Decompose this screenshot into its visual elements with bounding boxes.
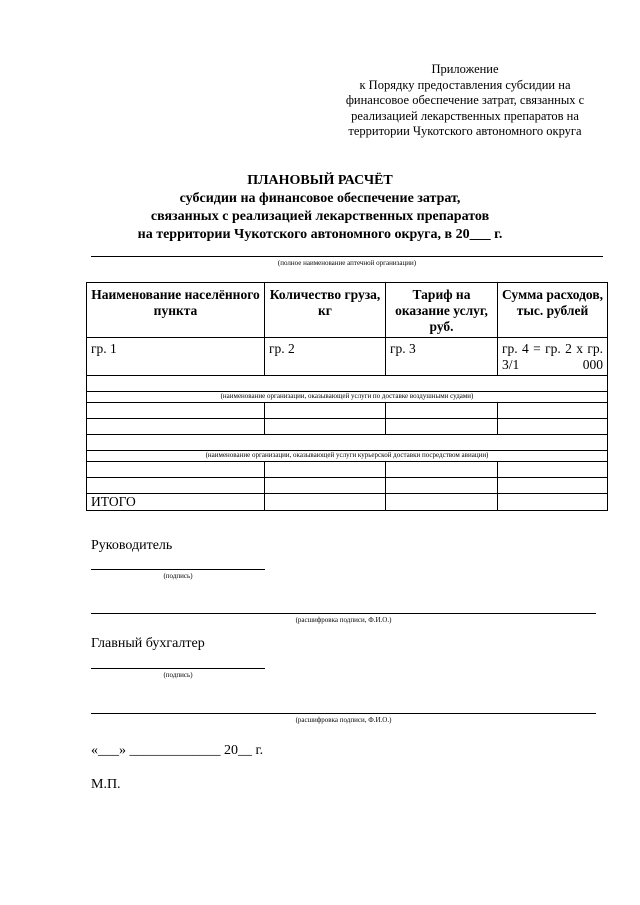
org-name-hint: (полное наименование аптечной организации) bbox=[277, 259, 417, 267]
table-row bbox=[87, 419, 608, 435]
table-row bbox=[87, 462, 608, 478]
total-label: ИТОГО bbox=[87, 494, 265, 511]
table-cell[interactable] bbox=[386, 478, 498, 494]
date-line: «___» _____________ 20__ г. bbox=[91, 743, 264, 758]
group-cell: гр. 2 bbox=[265, 338, 386, 376]
table-row bbox=[87, 478, 608, 494]
table-cell[interactable] bbox=[87, 435, 608, 451]
appendix-line: финансовое обеспечение затрат, связанных с bbox=[345, 93, 585, 107]
table-row bbox=[87, 403, 608, 419]
table-cell[interactable] bbox=[386, 462, 498, 478]
table-cell[interactable] bbox=[498, 419, 608, 435]
header-settlement: Наименование населённого пункта bbox=[87, 283, 265, 338]
group-cell: гр. 3 bbox=[386, 338, 498, 376]
table-cell[interactable] bbox=[498, 494, 608, 511]
org-name-line bbox=[91, 256, 603, 257]
group-cell: гр. 1 bbox=[87, 338, 265, 376]
table-row bbox=[87, 392, 608, 403]
table-cell[interactable] bbox=[265, 419, 386, 435]
appendix-note bbox=[330, 62, 600, 140]
group-number-row bbox=[87, 338, 608, 376]
table-cell[interactable] bbox=[87, 419, 265, 435]
title-line: на территории Чукотского автономного округа, в 20___ г. bbox=[137, 227, 503, 242]
header-cargo-qty: Количество груза, кг bbox=[265, 283, 386, 338]
courier-org-hint: (наименование организации, оказывающей услуги курьерской доставки посредством авиации) bbox=[87, 451, 608, 462]
accountant-label: Главный бухгалтер bbox=[91, 636, 205, 651]
table-cell[interactable] bbox=[265, 462, 386, 478]
table-cell[interactable] bbox=[265, 403, 386, 419]
head-signature-hint: (подпись) bbox=[163, 572, 193, 580]
head-signature-line[interactable] bbox=[91, 569, 265, 570]
accountant-signature-line[interactable] bbox=[91, 668, 265, 669]
table-cell[interactable] bbox=[498, 462, 608, 478]
table-cell[interactable] bbox=[265, 494, 386, 511]
table-cell[interactable] bbox=[498, 478, 608, 494]
appendix-line: реализацией лекарственных препаратов на bbox=[351, 108, 579, 123]
head-label: Руководитель bbox=[91, 538, 173, 553]
accountant-signature-hint: (подпись) bbox=[163, 671, 193, 679]
accountant-decode-hint: (расшифровка подписи, Ф.И.О.) bbox=[295, 716, 392, 724]
table-cell[interactable] bbox=[386, 419, 498, 435]
document-title bbox=[0, 172, 640, 244]
accountant-decode-line[interactable] bbox=[91, 713, 596, 714]
table-row bbox=[87, 376, 608, 392]
table-cell[interactable] bbox=[386, 403, 498, 419]
table-row bbox=[87, 435, 608, 451]
title-line: ПЛАНОВЫЙ РАСЧЁТ bbox=[247, 173, 393, 188]
table-row bbox=[87, 451, 608, 462]
table-cell[interactable] bbox=[265, 478, 386, 494]
header-sum: Сумма расходов, тыс. рублей bbox=[498, 283, 608, 338]
table-cell[interactable] bbox=[87, 403, 265, 419]
table-header-row bbox=[87, 283, 608, 338]
total-row bbox=[87, 494, 608, 511]
table-cell[interactable] bbox=[87, 462, 265, 478]
head-decode-hint: (расшифровка подписи, Ф.И.О.) bbox=[295, 616, 392, 624]
group-cell: гр. 4 = гр. 2 х гр. 3/1 000 bbox=[498, 338, 608, 376]
table-cell[interactable] bbox=[386, 494, 498, 511]
table-cell[interactable] bbox=[87, 478, 265, 494]
head-decode-line[interactable] bbox=[91, 613, 596, 614]
table-cell[interactable] bbox=[498, 403, 608, 419]
appendix-line: территории Чукотского автономного округа bbox=[348, 124, 582, 138]
appendix-line: к Порядку предоставления субсидии на bbox=[359, 77, 571, 92]
title-line: связанных с реализацией лекарственных препаратов bbox=[150, 209, 490, 224]
table-cell[interactable] bbox=[87, 376, 608, 392]
appendix-line: Приложение bbox=[431, 62, 499, 76]
air-org-hint: (наименование организации, оказывающей услуги по доставке воздушными судами) bbox=[87, 392, 608, 403]
title-line: субсидии на финансовое обеспечение затрат, bbox=[179, 191, 461, 206]
calculation-table bbox=[86, 282, 608, 511]
header-tariff: Тариф на оказание услуг, руб. bbox=[386, 283, 498, 338]
stamp-place: М.П. bbox=[91, 777, 121, 792]
